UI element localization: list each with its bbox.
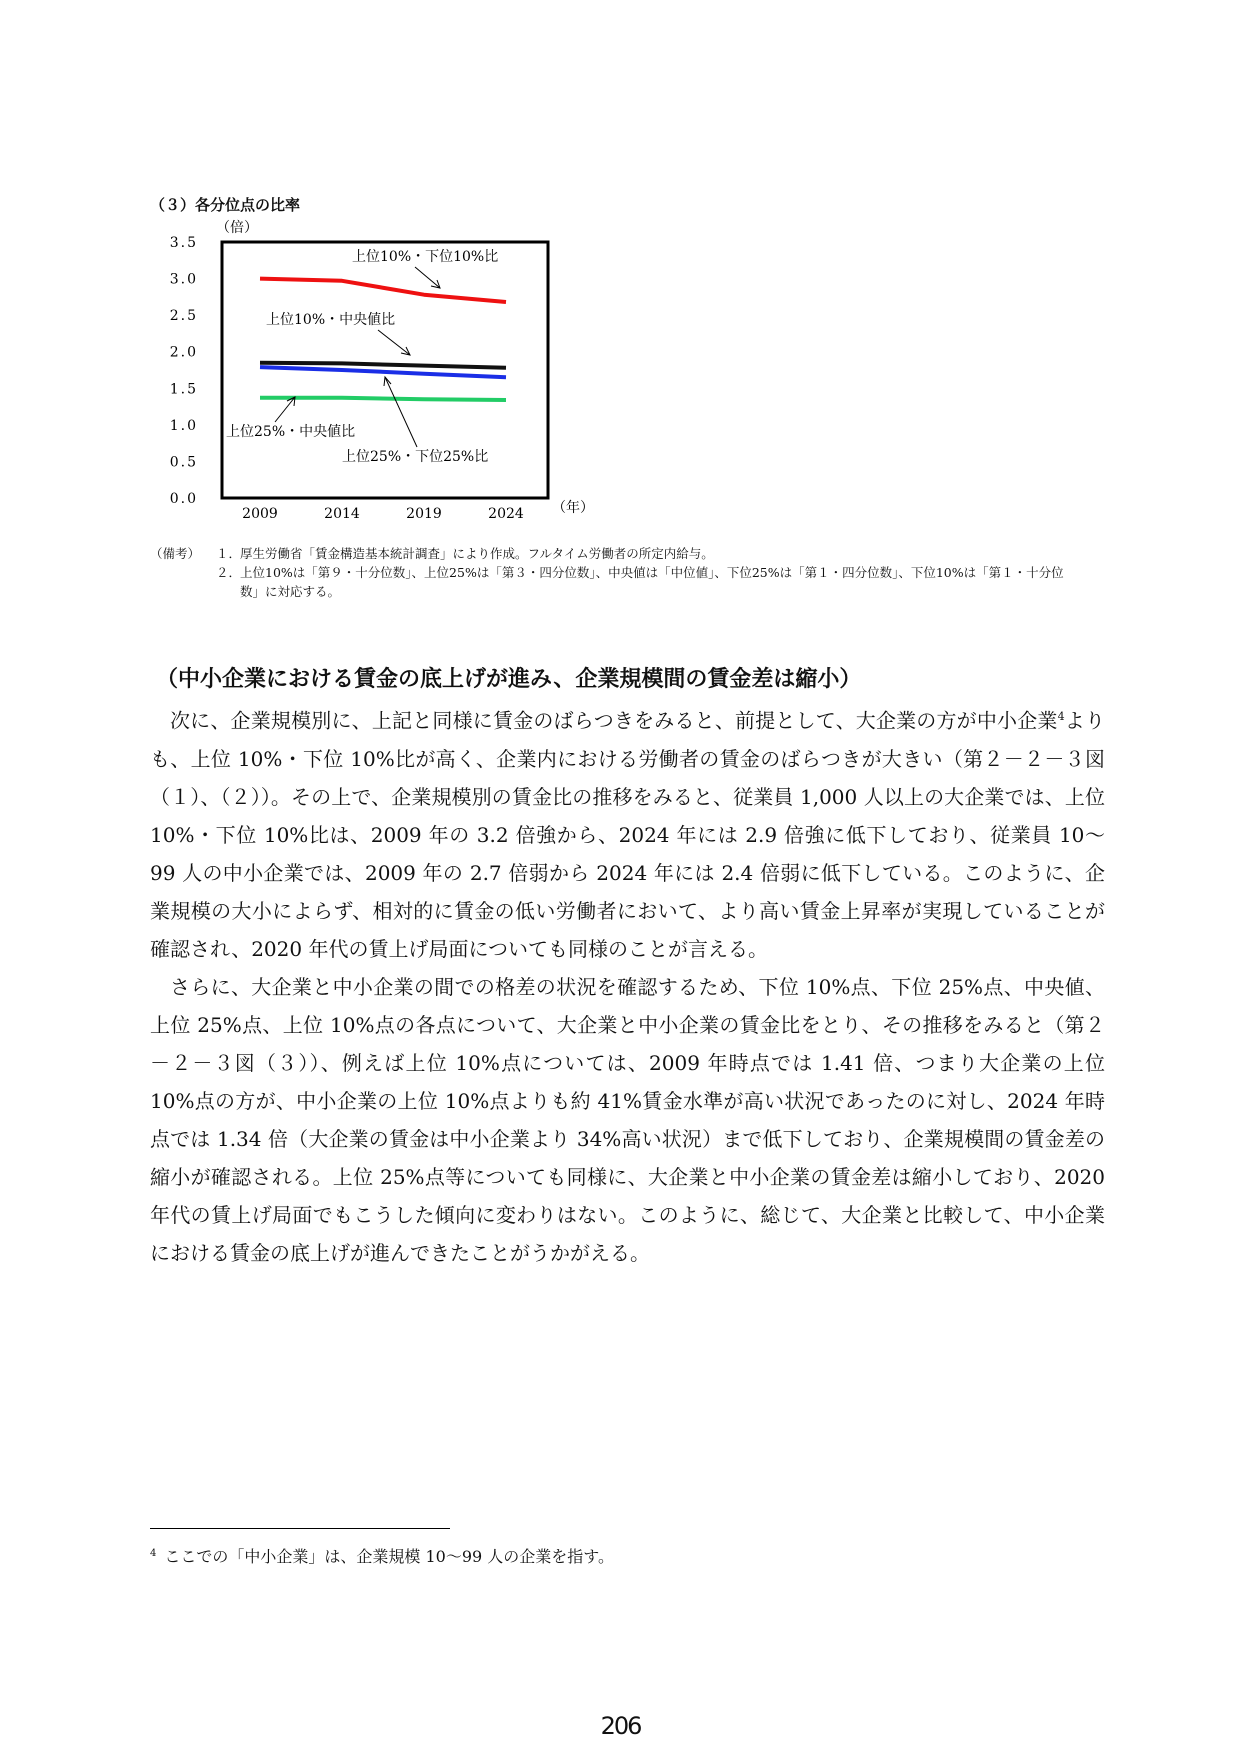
footnote-text: ここでの「中小企業」は、企業規模 10～99 人の企業を指す。 <box>164 1547 614 1566</box>
note-number: ２． <box>216 565 242 580</box>
y-tick-label: 1.5 <box>169 381 198 398</box>
y-axis-ticks <box>170 235 198 507</box>
series-annotations <box>226 249 498 465</box>
y-tick-label: 2.0 <box>169 344 198 361</box>
note-number: １． <box>216 546 242 561</box>
y-tick-label: 0.0 <box>169 491 198 507</box>
paragraph: さらに、大企業と中小企業の間での格差の状況を確認するため、下位 10%点、下位 25%点、中央値、上位 25%点、上位 10%点の各点について、大企業と中小企業の賃金比をとり、その推移をみると（第２－２－３図（３））、例えば上位 10%点については、2009 年時点では 1.41 倍、つまり大企業の上位 10%点の方が、中小企業の上位 10%点よりも約 41%賃金水準が高い状況であったのに対し、2024 年時点では 1.34 倍（大企業の賃金は中小企業より 34%高い状況）まで低下しており、企業規模間の賃金差の縮小が確認される。上位 25%点等についても同様に、大企業と中小企業の賃金差は縮小しており、2020 年代の賃上げ局面でもこうした傾向に変わりはない。このように、総じて、大企業と比較して、中小企業における賃金の底上げが進んできたことがうかがえる。 <box>150 974 1105 1265</box>
x-tick-label: 2019 <box>406 506 442 522</box>
page-number: 206 <box>600 1712 641 1740</box>
arrow-p90-median <box>378 330 410 355</box>
note-item <box>150 544 1100 563</box>
body-text <box>150 698 1105 1272</box>
note-text: 上位10%は「第９・十分位数」、上位25%は「第３・四分位数」、中央値は「中位値」、下位25%は「第１・四分位数」、下位10%は「第１・十分位数」に対応する。 <box>240 565 1064 599</box>
y-tick-label: 1.0 <box>169 417 198 434</box>
x-tick-label: 2014 <box>324 506 360 522</box>
y-tick-label: 3.5 <box>169 235 198 251</box>
note-item <box>150 563 1100 601</box>
y-axis-label: （倍） <box>216 220 258 236</box>
label-p90-median: 上位10%・中央値比 <box>266 312 396 328</box>
arrow-p75-p25 <box>385 377 417 447</box>
y-tick-label: 0.5 <box>169 454 198 471</box>
label-p90-p10: 上位10%・下位10%比 <box>352 249 499 265</box>
section-heading: （中小企業における賃金の底上げが進み、企業規模間の賃金差は縮小） <box>156 667 862 692</box>
notes-head: （備考） <box>150 546 201 561</box>
footnote-ref[interactable]: 4 <box>1057 710 1065 723</box>
x-tick-label: 2024 <box>488 506 524 522</box>
label-p75-median: 上位25%・中央値比 <box>226 424 356 440</box>
y-tick-label: 2.5 <box>169 308 198 325</box>
arrow-p90-p10 <box>415 267 440 288</box>
series-line-0 <box>260 279 506 302</box>
note-text: 厚生労働省「賃金構造基本統計調査」により作成。フルタイム労働者の所定内給与。 <box>240 546 714 561</box>
paragraph: 次に、企業規模別に、上記と同様に賃金のばらつきをみると、前提として、大企業の方が中小企業$^4$よりも、上位 10%・下位 10%比が高く、企業内における労働者の賃金のばらつきが大きい（第２－２－３図（１）、（２））。その上で、企業規模別の賃金比の推移をみると、従業員 1,000 人以上の大企業では、上位 10%・下位 10%比は、2009 年の 3.2 倍強から、2024 年には 2.9 倍強に低下しており、従業員 10～99 人の中小企業では、2009 年の 2.7 倍弱から 2024 年には 2.4 倍弱に低下している。このように、企業規模の大小によらず、相対的に賃金の低い労働者において、より高い賃金上昇率が実現していることが確認され、2020 年代の賃上げ局面についても同様のことが言える。 <box>150 708 1105 961</box>
series-line-3 <box>260 398 506 400</box>
footnote <box>150 1544 614 1567</box>
label-p75-p25: 上位25%・下位25%比 <box>342 449 489 465</box>
footnote-number: 4 <box>150 1547 157 1559</box>
x-axis-label: （年） <box>552 500 594 516</box>
series-lines <box>260 279 506 400</box>
figure-notes <box>150 544 1100 601</box>
figure-title: （３）各分位点の比率 <box>150 196 301 214</box>
arrow-p75-median <box>275 397 295 422</box>
y-tick-label: 3.0 <box>169 271 198 288</box>
x-axis-ticks <box>242 506 524 522</box>
footnote-divider <box>150 1528 450 1529</box>
line-chart <box>140 215 600 535</box>
x-tick-label: 2009 <box>242 506 278 522</box>
